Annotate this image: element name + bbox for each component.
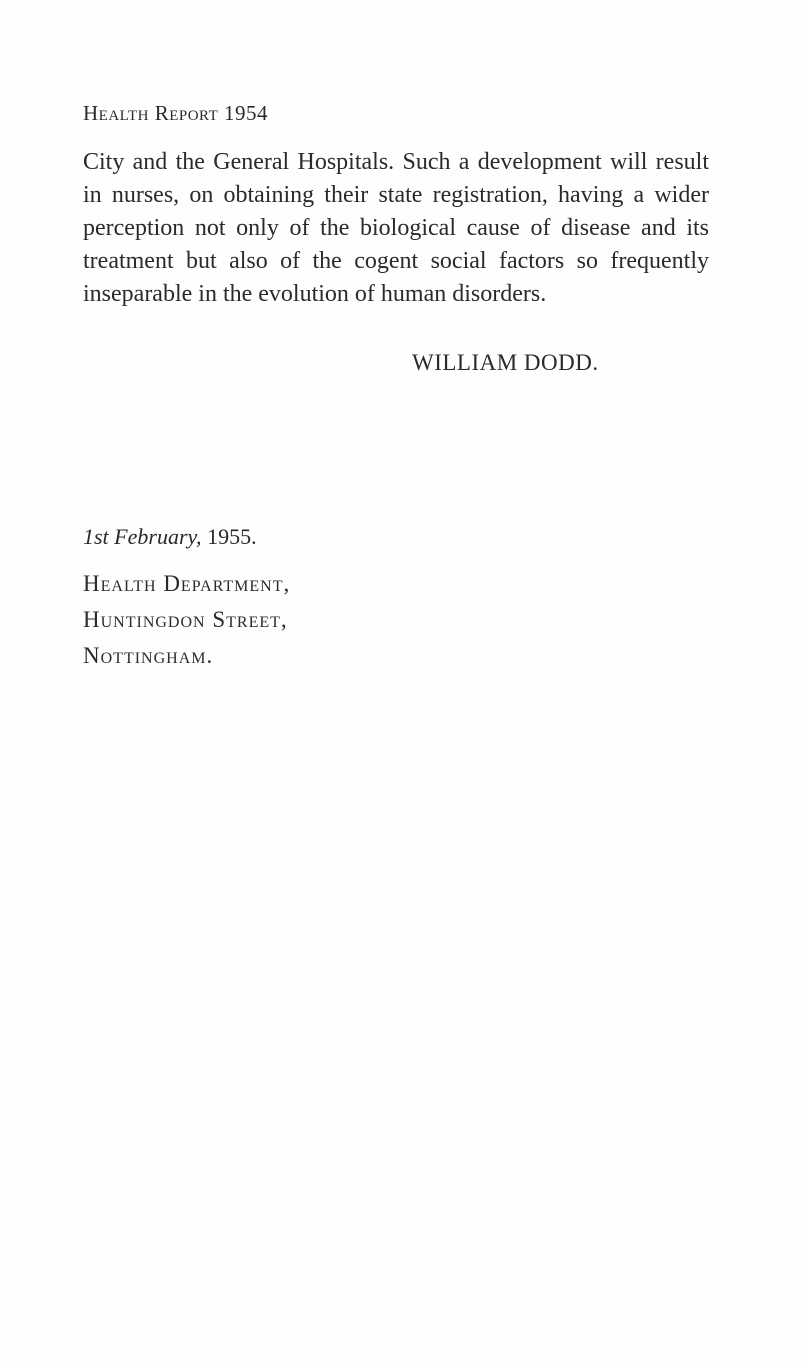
body-paragraph: City and the General Hospitals. Such a development will result in nurses, on obtaining their state registration, having a wider perception not only of the biological cause of disease and its treatment but also of the cogent social factors so frequently inseparable in the evolution of human disorders. bbox=[83, 149, 709, 307]
address-line-3: Nottingham. bbox=[83, 643, 214, 668]
date-day-month: 1st February, bbox=[83, 524, 202, 549]
address-block bbox=[83, 566, 290, 674]
address-line-1: Health Department, bbox=[83, 571, 291, 596]
date-line bbox=[83, 524, 257, 550]
signature: WILLIAM DODD. bbox=[412, 350, 599, 375]
address-line-2: Huntingdon Street, bbox=[83, 607, 288, 632]
running-head: Health Report 1954 bbox=[83, 101, 269, 125]
date-year: 1955. bbox=[207, 524, 257, 549]
